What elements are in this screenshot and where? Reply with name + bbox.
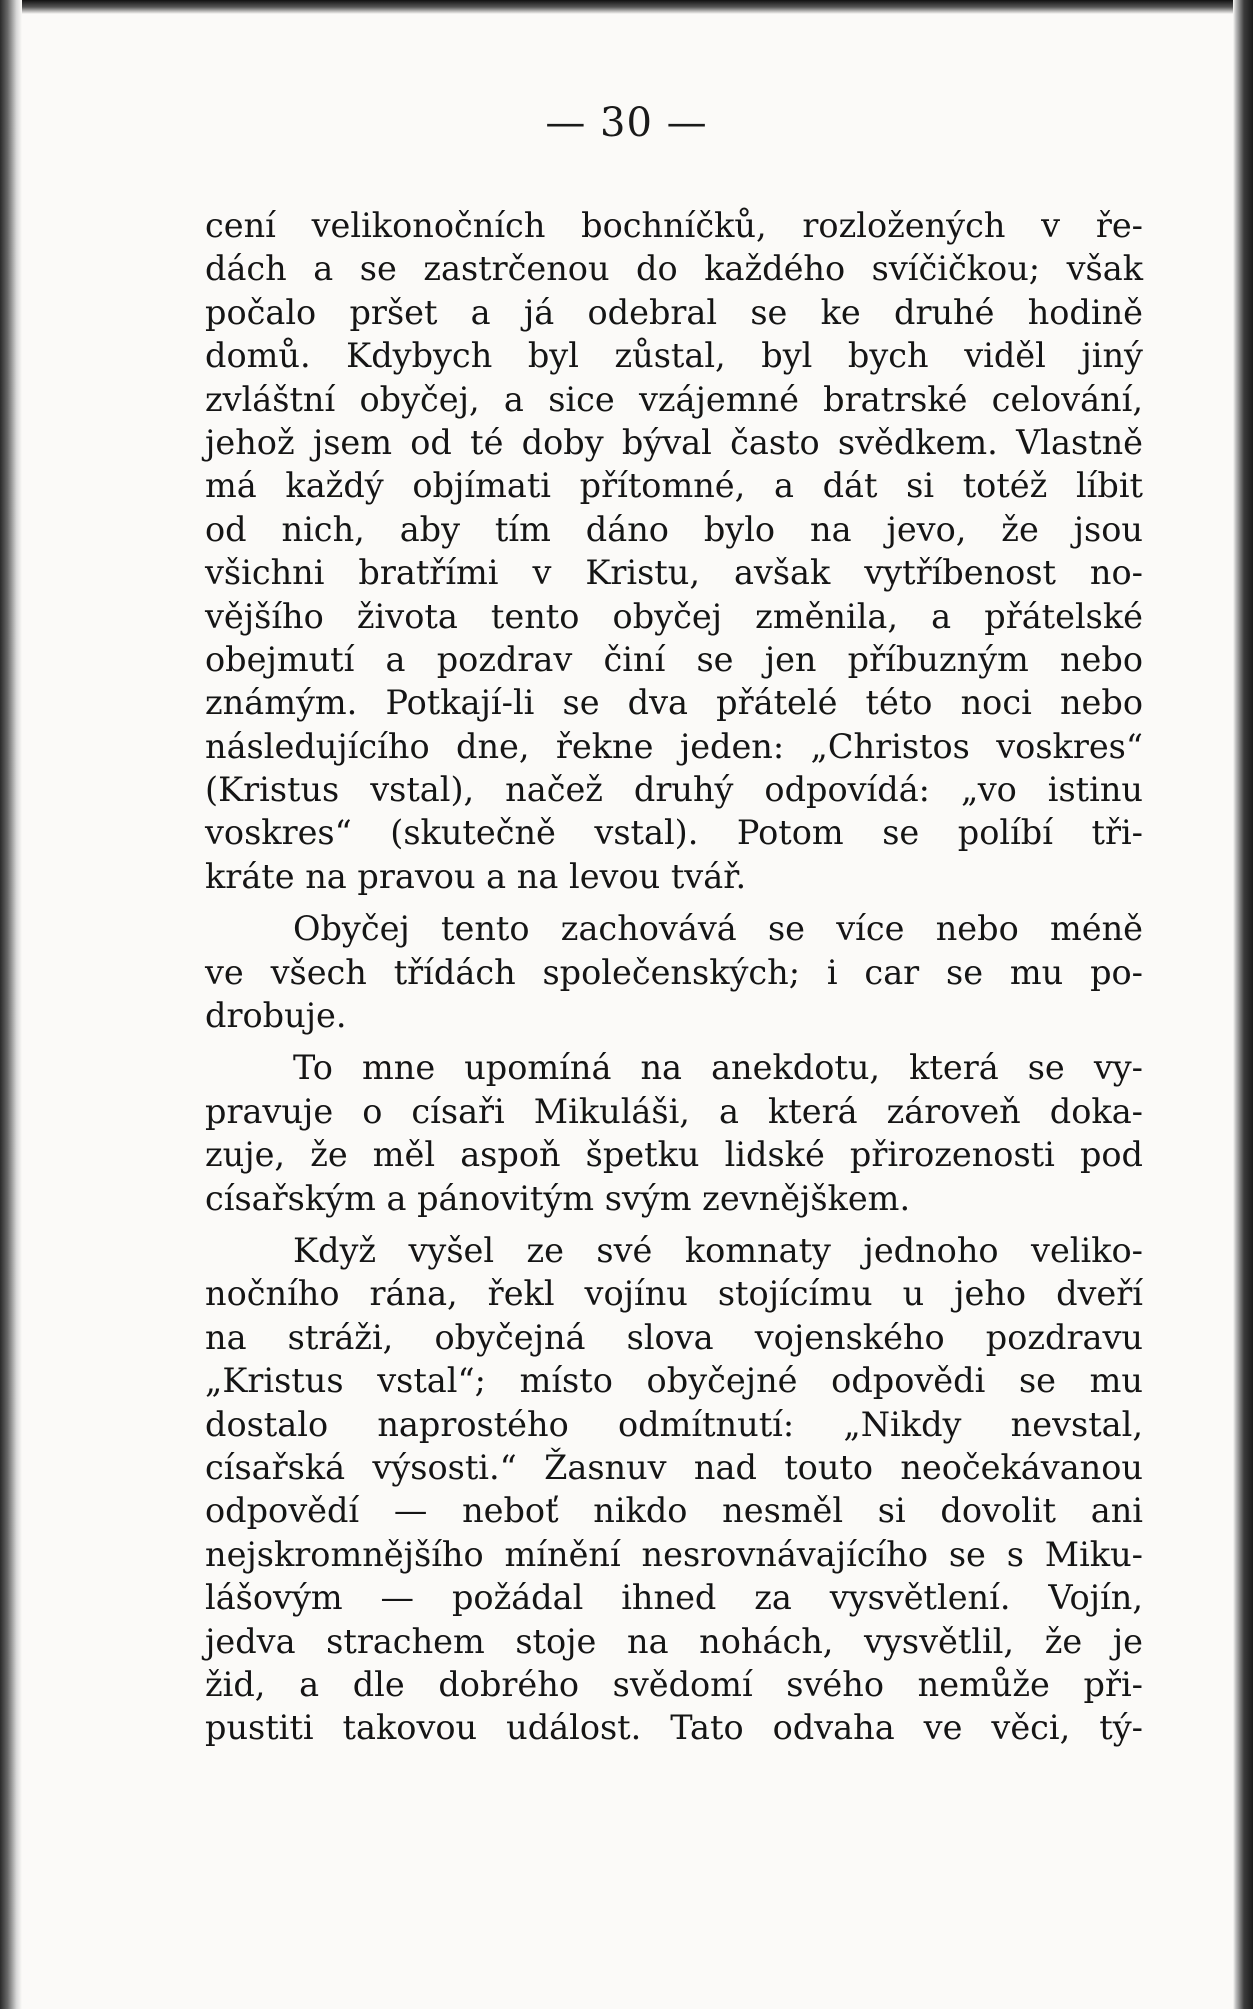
text-line: pravuje o císaři Mikuláši, a která zároveň doka-: [205, 1091, 1143, 1131]
page-top-edge: [0, 0, 1253, 14]
text-line: počalo pršet a já odebral se ke druhé hodině: [205, 292, 1143, 332]
text-line: Když vyšel ze své komnaty jednoho veliko-: [293, 1230, 1143, 1270]
text-line: nejskromnějšího mínění nesrovnávajícího se s Miku-: [205, 1534, 1143, 1574]
text-line: ve všech třídách společenských; i car se mu po-: [205, 952, 1143, 992]
paragraph: [205, 204, 1143, 898]
text-line: pustiti takovou událost. Tato odvaha ve věci, tý-: [205, 1708, 1143, 1748]
text-line: od nich, aby tím dáno bylo na jevo, že jsou: [205, 509, 1143, 549]
body-text: [205, 204, 1143, 1759]
text-line: dách a se zastrčenou do každého svíčičkou; však: [205, 249, 1143, 289]
text-line: všichni bratřími v Kristu, avšak vytříbenost no-: [205, 553, 1143, 593]
paragraph: [205, 907, 1143, 1037]
text-line: jedva strachem stoje na nohách, vysvětlil, že je: [205, 1621, 1143, 1661]
text-line: zvláštní obyčej, a sice vzájemné bratrské celování,: [205, 379, 1143, 419]
paragraph: [205, 1046, 1143, 1220]
text-line: domů. Kdybych byl zůstal, byl bych viděl jiný: [205, 336, 1143, 376]
text-line: „Kristus vstal“; místo obyčejné odpovědi se mu: [205, 1361, 1143, 1401]
text-line: voskres“ (skutečně vstal). Potom se políbí tři-: [205, 813, 1143, 853]
text-line: žid, a dle dobrého svědomí svého nemůže při-: [205, 1664, 1143, 1704]
page-right-edge: [1233, 0, 1253, 2009]
text-line: To mne upomíná na anekdotu, která se vy-: [293, 1048, 1143, 1088]
page-left-edge: [0, 0, 22, 2009]
text-line: kráte na pravou a na levou tvář.: [205, 856, 747, 896]
page-number: — 30 —: [545, 100, 708, 146]
text-line: na stráži, obyčejná slova vojenského pozdravu: [205, 1317, 1143, 1357]
text-line: Obyčej tento zachovává se více nebo méně: [293, 909, 1143, 949]
text-line: zuje, že měl aspoň špetku lidské přirozenosti pod: [205, 1135, 1143, 1175]
text-line: císařským a pánovitým svým zevnějškem.: [205, 1178, 911, 1218]
text-line: známým. Potkají-li se dva přátelé této noci nebo: [205, 683, 1143, 723]
text-line: císařská výsosti.“ Žasnuv nad touto neočekávanou: [205, 1447, 1143, 1487]
text-line: lášovým — požádal ihned za vysvětlení. Vojín,: [205, 1578, 1143, 1618]
text-line: cení velikonočních bochníčků, rozložených v ře-: [205, 206, 1143, 245]
text-line: vějšího života tento obyčej změnila, a přátelské: [205, 596, 1143, 636]
text-line: jehož jsem od té doby býval často svědkem. Vlastně: [205, 422, 1143, 462]
text-line: dostalo naprostého odmítnutí: „Nikdy nevstal,: [205, 1404, 1143, 1444]
text-line: (Kristus vstal), načež druhý odpovídá: „vo istinu: [205, 770, 1143, 810]
text-line: má každý objímati přítomné, a dát si totéž líbit: [205, 466, 1143, 506]
text-line: odpovědí — neboť nikdo nesměl si dovolit ani: [205, 1491, 1143, 1531]
text-line: obejmutí a pozdrav činí se jen příbuzným nebo: [205, 639, 1143, 679]
text-line: následujícího dne, řekne jeden: „Christos voskres“: [205, 726, 1143, 766]
paragraph: [205, 1229, 1143, 1750]
text-line: nočního rána, řekl vojínu stojícímu u jeho dveří: [205, 1274, 1143, 1314]
text-line: drobuje.: [205, 996, 347, 1036]
